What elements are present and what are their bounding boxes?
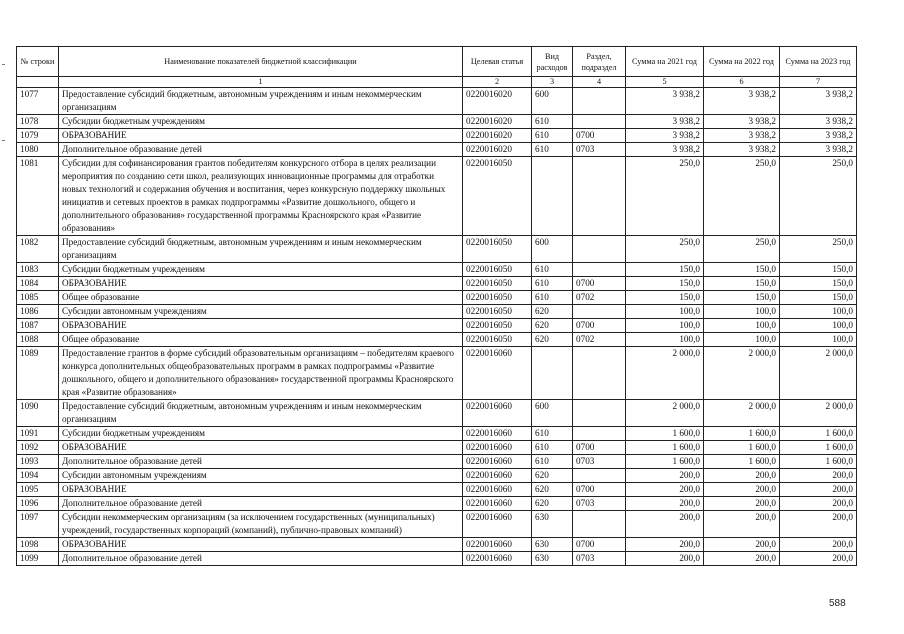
sum-2022-cell: 1 600,0 bbox=[704, 441, 780, 455]
sum-2021-cell: 200,0 bbox=[626, 552, 704, 566]
row-number-cell: 1096 bbox=[17, 497, 59, 511]
target-article-cell: 0220016060 bbox=[463, 497, 532, 511]
sum-2022-cell: 150,0 bbox=[704, 263, 780, 277]
target-article-cell: 0220016050 bbox=[463, 305, 532, 319]
expense-type-cell: 630 bbox=[532, 538, 573, 552]
sum-2023-cell: 1 600,0 bbox=[780, 455, 857, 469]
target-article-cell: 0220016020 bbox=[463, 143, 532, 157]
sum-2022-cell: 200,0 bbox=[704, 511, 780, 538]
sum-2023-cell: 2 000,0 bbox=[780, 400, 857, 427]
sum-2021-cell: 250,0 bbox=[626, 236, 704, 263]
indicator-name-cell: Субсидии бюджетным учреждениям bbox=[59, 115, 463, 129]
indicator-name-cell: ОБРАЗОВАНИЕ bbox=[59, 441, 463, 455]
table-row bbox=[17, 291, 857, 305]
header-expense-type: Вид расходов bbox=[532, 47, 573, 77]
section-cell: 0700 bbox=[573, 277, 626, 291]
sum-2021-cell: 200,0 bbox=[626, 511, 704, 538]
table-row bbox=[17, 115, 857, 129]
row-number-cell: 1083 bbox=[17, 263, 59, 277]
target-article-cell: 0220016060 bbox=[463, 441, 532, 455]
indicator-name-cell: Субсидии бюджетным учреждениям bbox=[59, 427, 463, 441]
table-row bbox=[17, 305, 857, 319]
section-cell bbox=[573, 305, 626, 319]
expense-type-cell: 620 bbox=[532, 319, 573, 333]
sum-2022-cell: 200,0 bbox=[704, 497, 780, 511]
sum-2021-cell: 200,0 bbox=[626, 469, 704, 483]
expense-type-cell: 630 bbox=[532, 511, 573, 538]
row-number-cell: 1085 bbox=[17, 291, 59, 305]
row-number-cell: 1088 bbox=[17, 333, 59, 347]
sum-2023-cell: 250,0 bbox=[780, 157, 857, 236]
indicator-name-cell: ОБРАЗОВАНИЕ bbox=[59, 538, 463, 552]
sum-2022-cell: 200,0 bbox=[704, 552, 780, 566]
table-row bbox=[17, 511, 857, 538]
table-row bbox=[17, 497, 857, 511]
indicator-name-cell: Субсидии для софинансирования грантов победителям конкурсного отбора в целях реализации мероприятия по созданию сети школ, реализующих инновационные программы для отработки новых технологий и содержания обучения и воспитания, через конкурсную поддержку школьных инициатив и сетевых проектов в рамках подпрограммы «Развитие дошкольного, общего и дополнительного образования» государственной программы Красноярского края «Развитие образования» bbox=[59, 157, 463, 236]
section-cell: 0700 bbox=[573, 441, 626, 455]
indicator-name-cell: Дополнительное образование детей bbox=[59, 143, 463, 157]
target-article-cell: 0220016060 bbox=[463, 455, 532, 469]
sum-2022-cell: 1 600,0 bbox=[704, 427, 780, 441]
header-indicator-name: Наименование показателей бюджетной классификации bbox=[59, 47, 463, 77]
page-number: 588 bbox=[829, 598, 846, 609]
target-article-cell: 0220016050 bbox=[463, 157, 532, 236]
indicator-name-cell: Предоставление субсидий бюджетным, автономным учреждениям и иным некоммерческим организациям bbox=[59, 88, 463, 115]
table-row bbox=[17, 333, 857, 347]
column-number: 5 bbox=[626, 77, 704, 88]
sum-2021-cell: 200,0 bbox=[626, 497, 704, 511]
indicator-name-cell: Предоставление субсидий бюджетным, автономным учреждениям и иным некоммерческим организациям bbox=[59, 400, 463, 427]
indicator-name-cell: Дополнительное образование детей bbox=[59, 552, 463, 566]
table-row bbox=[17, 263, 857, 277]
sum-2022-cell: 150,0 bbox=[704, 291, 780, 305]
expense-type-cell: 610 bbox=[532, 115, 573, 129]
target-article-cell: 0220016050 bbox=[463, 277, 532, 291]
row-number-cell: 1097 bbox=[17, 511, 59, 538]
sum-2022-cell: 2 000,0 bbox=[704, 400, 780, 427]
column-number-empty bbox=[17, 77, 59, 88]
section-cell bbox=[573, 427, 626, 441]
target-article-cell: 0220016060 bbox=[463, 511, 532, 538]
target-article-cell: 0220016050 bbox=[463, 333, 532, 347]
sum-2023-cell: 3 938,2 bbox=[780, 88, 857, 115]
target-article-cell: 0220016050 bbox=[463, 263, 532, 277]
sum-2021-cell: 2 000,0 bbox=[626, 400, 704, 427]
expense-type-cell: 610 bbox=[532, 263, 573, 277]
sum-2022-cell: 200,0 bbox=[704, 483, 780, 497]
indicator-name-cell: Субсидии бюджетным учреждениям bbox=[59, 263, 463, 277]
sum-2022-cell: 200,0 bbox=[704, 538, 780, 552]
sum-2021-cell: 1 600,0 bbox=[626, 455, 704, 469]
sum-2021-cell: 3 938,2 bbox=[626, 143, 704, 157]
header-sum-2021: Сумма на 2021 год bbox=[626, 47, 704, 77]
sum-2023-cell: 150,0 bbox=[780, 263, 857, 277]
expense-type-cell: 620 bbox=[532, 483, 573, 497]
sum-2023-cell: 200,0 bbox=[780, 511, 857, 538]
sum-2022-cell: 200,0 bbox=[704, 469, 780, 483]
sum-2021-cell: 100,0 bbox=[626, 305, 704, 319]
row-number-cell: 1080 bbox=[17, 143, 59, 157]
sum-2022-cell: 2 000,0 bbox=[704, 347, 780, 400]
sum-2022-cell: 250,0 bbox=[704, 157, 780, 236]
target-article-cell: 0220016060 bbox=[463, 400, 532, 427]
column-number-row bbox=[17, 77, 857, 88]
indicator-name-cell: Субсидии автономным учреждениям bbox=[59, 469, 463, 483]
indicator-name-cell: ОБРАЗОВАНИЕ bbox=[59, 277, 463, 291]
sum-2022-cell: 100,0 bbox=[704, 305, 780, 319]
indicator-name-cell: Общее образование bbox=[59, 333, 463, 347]
margin-tick bbox=[2, 140, 5, 141]
target-article-cell: 0220016050 bbox=[463, 291, 532, 305]
indicator-name-cell: ОБРАЗОВАНИЕ bbox=[59, 319, 463, 333]
table-row bbox=[17, 319, 857, 333]
target-article-cell: 0220016060 bbox=[463, 483, 532, 497]
sum-2022-cell: 100,0 bbox=[704, 319, 780, 333]
sum-2023-cell: 3 938,2 bbox=[780, 115, 857, 129]
section-cell bbox=[573, 88, 626, 115]
expense-type-cell: 610 bbox=[532, 277, 573, 291]
table-row bbox=[17, 469, 857, 483]
row-number-cell: 1090 bbox=[17, 400, 59, 427]
expense-type-cell: 600 bbox=[532, 236, 573, 263]
row-number-cell: 1089 bbox=[17, 347, 59, 400]
table-row bbox=[17, 441, 857, 455]
indicator-name-cell: Дополнительное образование детей bbox=[59, 497, 463, 511]
sum-2023-cell: 1 600,0 bbox=[780, 441, 857, 455]
sum-2023-cell: 100,0 bbox=[780, 333, 857, 347]
sum-2023-cell: 3 938,2 bbox=[780, 129, 857, 143]
sum-2023-cell: 1 600,0 bbox=[780, 427, 857, 441]
section-cell bbox=[573, 347, 626, 400]
target-article-cell: 0220016060 bbox=[463, 538, 532, 552]
sum-2021-cell: 150,0 bbox=[626, 277, 704, 291]
section-cell: 0703 bbox=[573, 455, 626, 469]
row-number-cell: 1082 bbox=[17, 236, 59, 263]
row-number-cell: 1086 bbox=[17, 305, 59, 319]
section-cell bbox=[573, 115, 626, 129]
sum-2023-cell: 150,0 bbox=[780, 277, 857, 291]
table-row bbox=[17, 129, 857, 143]
section-cell: 0700 bbox=[573, 319, 626, 333]
table-row bbox=[17, 157, 857, 236]
section-cell: 0703 bbox=[573, 552, 626, 566]
sum-2021-cell: 2 000,0 bbox=[626, 347, 704, 400]
sum-2022-cell: 250,0 bbox=[704, 236, 780, 263]
row-number-cell: 1079 bbox=[17, 129, 59, 143]
sum-2023-cell: 2 000,0 bbox=[780, 347, 857, 400]
table-row bbox=[17, 88, 857, 115]
row-number-cell: 1092 bbox=[17, 441, 59, 455]
indicator-name-cell: Дополнительное образование детей bbox=[59, 455, 463, 469]
sum-2023-cell: 250,0 bbox=[780, 236, 857, 263]
expense-type-cell: 610 bbox=[532, 129, 573, 143]
sum-2023-cell: 200,0 bbox=[780, 469, 857, 483]
row-number-cell: 1095 bbox=[17, 483, 59, 497]
row-number-cell: 1084 bbox=[17, 277, 59, 291]
sum-2021-cell: 1 600,0 bbox=[626, 441, 704, 455]
row-number-cell: 1081 bbox=[17, 157, 59, 236]
expense-type-cell bbox=[532, 347, 573, 400]
target-article-cell: 0220016060 bbox=[463, 469, 532, 483]
sum-2021-cell: 250,0 bbox=[626, 157, 704, 236]
budget-classification-table bbox=[16, 46, 857, 566]
column-number: 4 bbox=[573, 77, 626, 88]
margin-tick bbox=[2, 64, 5, 65]
section-cell: 0702 bbox=[573, 291, 626, 305]
section-cell bbox=[573, 157, 626, 236]
expense-type-cell: 620 bbox=[532, 469, 573, 483]
section-cell: 0700 bbox=[573, 483, 626, 497]
column-number: 3 bbox=[532, 77, 573, 88]
table-row bbox=[17, 400, 857, 427]
sum-2021-cell: 200,0 bbox=[626, 483, 704, 497]
column-number: 7 bbox=[780, 77, 857, 88]
target-article-cell: 0220016020 bbox=[463, 129, 532, 143]
sum-2021-cell: 100,0 bbox=[626, 333, 704, 347]
section-cell bbox=[573, 469, 626, 483]
sum-2021-cell: 3 938,2 bbox=[626, 88, 704, 115]
row-number-cell: 1093 bbox=[17, 455, 59, 469]
indicator-name-cell: Субсидии некоммерческим организациям (за исключением государственных (муниципальных) учреждений, государственных корпораций (компаний), публично-правовых компаний) bbox=[59, 511, 463, 538]
row-number-cell: 1078 bbox=[17, 115, 59, 129]
section-cell: 0702 bbox=[573, 333, 626, 347]
table-row bbox=[17, 455, 857, 469]
table-row bbox=[17, 347, 857, 400]
table-row bbox=[17, 552, 857, 566]
sum-2023-cell: 200,0 bbox=[780, 552, 857, 566]
row-number-cell: 1098 bbox=[17, 538, 59, 552]
expense-type-cell: 610 bbox=[532, 455, 573, 469]
table-row bbox=[17, 427, 857, 441]
table-row bbox=[17, 236, 857, 263]
sum-2023-cell: 150,0 bbox=[780, 291, 857, 305]
indicator-name-cell: Предоставление грантов в форме субсидий образовательным организациям – победителям краевого конкурса дополнительных общеобразовательных программ в рамках подпрограммы «Развитие дошкольного, общего и дополнительного образования» государственной программы Красноярского края «Развитие образования» bbox=[59, 347, 463, 400]
sum-2023-cell: 100,0 bbox=[780, 305, 857, 319]
sum-2021-cell: 3 938,2 bbox=[626, 129, 704, 143]
sum-2022-cell: 1 600,0 bbox=[704, 455, 780, 469]
sum-2021-cell: 200,0 bbox=[626, 538, 704, 552]
target-article-cell: 0220016050 bbox=[463, 319, 532, 333]
indicator-name-cell: Предоставление субсидий бюджетным, автономным учреждениям и иным некоммерческим организациям bbox=[59, 236, 463, 263]
expense-type-cell bbox=[532, 157, 573, 236]
sum-2022-cell: 150,0 bbox=[704, 277, 780, 291]
column-number: 6 bbox=[704, 77, 780, 88]
table-row bbox=[17, 143, 857, 157]
section-cell: 0700 bbox=[573, 129, 626, 143]
expense-type-cell: 610 bbox=[532, 143, 573, 157]
target-article-cell: 0220016060 bbox=[463, 427, 532, 441]
expense-type-cell: 610 bbox=[532, 441, 573, 455]
sum-2022-cell: 3 938,2 bbox=[704, 143, 780, 157]
row-number-cell: 1091 bbox=[17, 427, 59, 441]
column-number: 1 bbox=[59, 77, 463, 88]
table-row bbox=[17, 538, 857, 552]
expense-type-cell: 630 bbox=[532, 552, 573, 566]
target-article-cell: 0220016020 bbox=[463, 115, 532, 129]
indicator-name-cell: Субсидии автономным учреждениям bbox=[59, 305, 463, 319]
budget-table-container bbox=[16, 46, 857, 566]
expense-type-cell: 600 bbox=[532, 88, 573, 115]
table-row bbox=[17, 483, 857, 497]
sum-2023-cell: 100,0 bbox=[780, 319, 857, 333]
sum-2023-cell: 200,0 bbox=[780, 497, 857, 511]
header-target-article: Целевая статья bbox=[463, 47, 532, 77]
sum-2021-cell: 3 938,2 bbox=[626, 115, 704, 129]
section-cell: 0703 bbox=[573, 143, 626, 157]
indicator-name-cell: Общее образование bbox=[59, 291, 463, 305]
sum-2023-cell: 200,0 bbox=[780, 483, 857, 497]
sum-2021-cell: 150,0 bbox=[626, 263, 704, 277]
header-row-number: № строки bbox=[17, 47, 59, 77]
header-sum-2022: Сумма на 2022 год bbox=[704, 47, 780, 77]
indicator-name-cell: ОБРАЗОВАНИЕ bbox=[59, 483, 463, 497]
expense-type-cell: 600 bbox=[532, 400, 573, 427]
target-article-cell: 0220016050 bbox=[463, 236, 532, 263]
sum-2022-cell: 100,0 bbox=[704, 333, 780, 347]
row-number-cell: 1094 bbox=[17, 469, 59, 483]
expense-type-cell: 620 bbox=[532, 333, 573, 347]
sum-2022-cell: 3 938,2 bbox=[704, 129, 780, 143]
section-cell bbox=[573, 263, 626, 277]
expense-type-cell: 620 bbox=[532, 497, 573, 511]
target-article-cell: 0220016060 bbox=[463, 347, 532, 400]
sum-2022-cell: 3 938,2 bbox=[704, 115, 780, 129]
sum-2022-cell: 3 938,2 bbox=[704, 88, 780, 115]
row-number-cell: 1077 bbox=[17, 88, 59, 115]
column-number: 2 bbox=[463, 77, 532, 88]
sum-2021-cell: 150,0 bbox=[626, 291, 704, 305]
table-body bbox=[17, 88, 857, 566]
sum-2021-cell: 1 600,0 bbox=[626, 427, 704, 441]
expense-type-cell: 610 bbox=[532, 427, 573, 441]
sum-2023-cell: 200,0 bbox=[780, 538, 857, 552]
sum-2023-cell: 3 938,2 bbox=[780, 143, 857, 157]
target-article-cell: 0220016020 bbox=[463, 88, 532, 115]
header-row bbox=[17, 47, 857, 77]
section-cell bbox=[573, 400, 626, 427]
section-cell: 0703 bbox=[573, 497, 626, 511]
header-sum-2023: Сумма на 2023 год bbox=[780, 47, 857, 77]
expense-type-cell: 620 bbox=[532, 305, 573, 319]
row-number-cell: 1087 bbox=[17, 319, 59, 333]
sum-2021-cell: 100,0 bbox=[626, 319, 704, 333]
indicator-name-cell: ОБРАЗОВАНИЕ bbox=[59, 129, 463, 143]
table-row bbox=[17, 277, 857, 291]
target-article-cell: 0220016060 bbox=[463, 552, 532, 566]
header-section: Раздел, подраздел bbox=[573, 47, 626, 77]
expense-type-cell: 610 bbox=[532, 291, 573, 305]
section-cell bbox=[573, 236, 626, 263]
section-cell: 0700 bbox=[573, 538, 626, 552]
row-number-cell: 1099 bbox=[17, 552, 59, 566]
section-cell bbox=[573, 511, 626, 538]
